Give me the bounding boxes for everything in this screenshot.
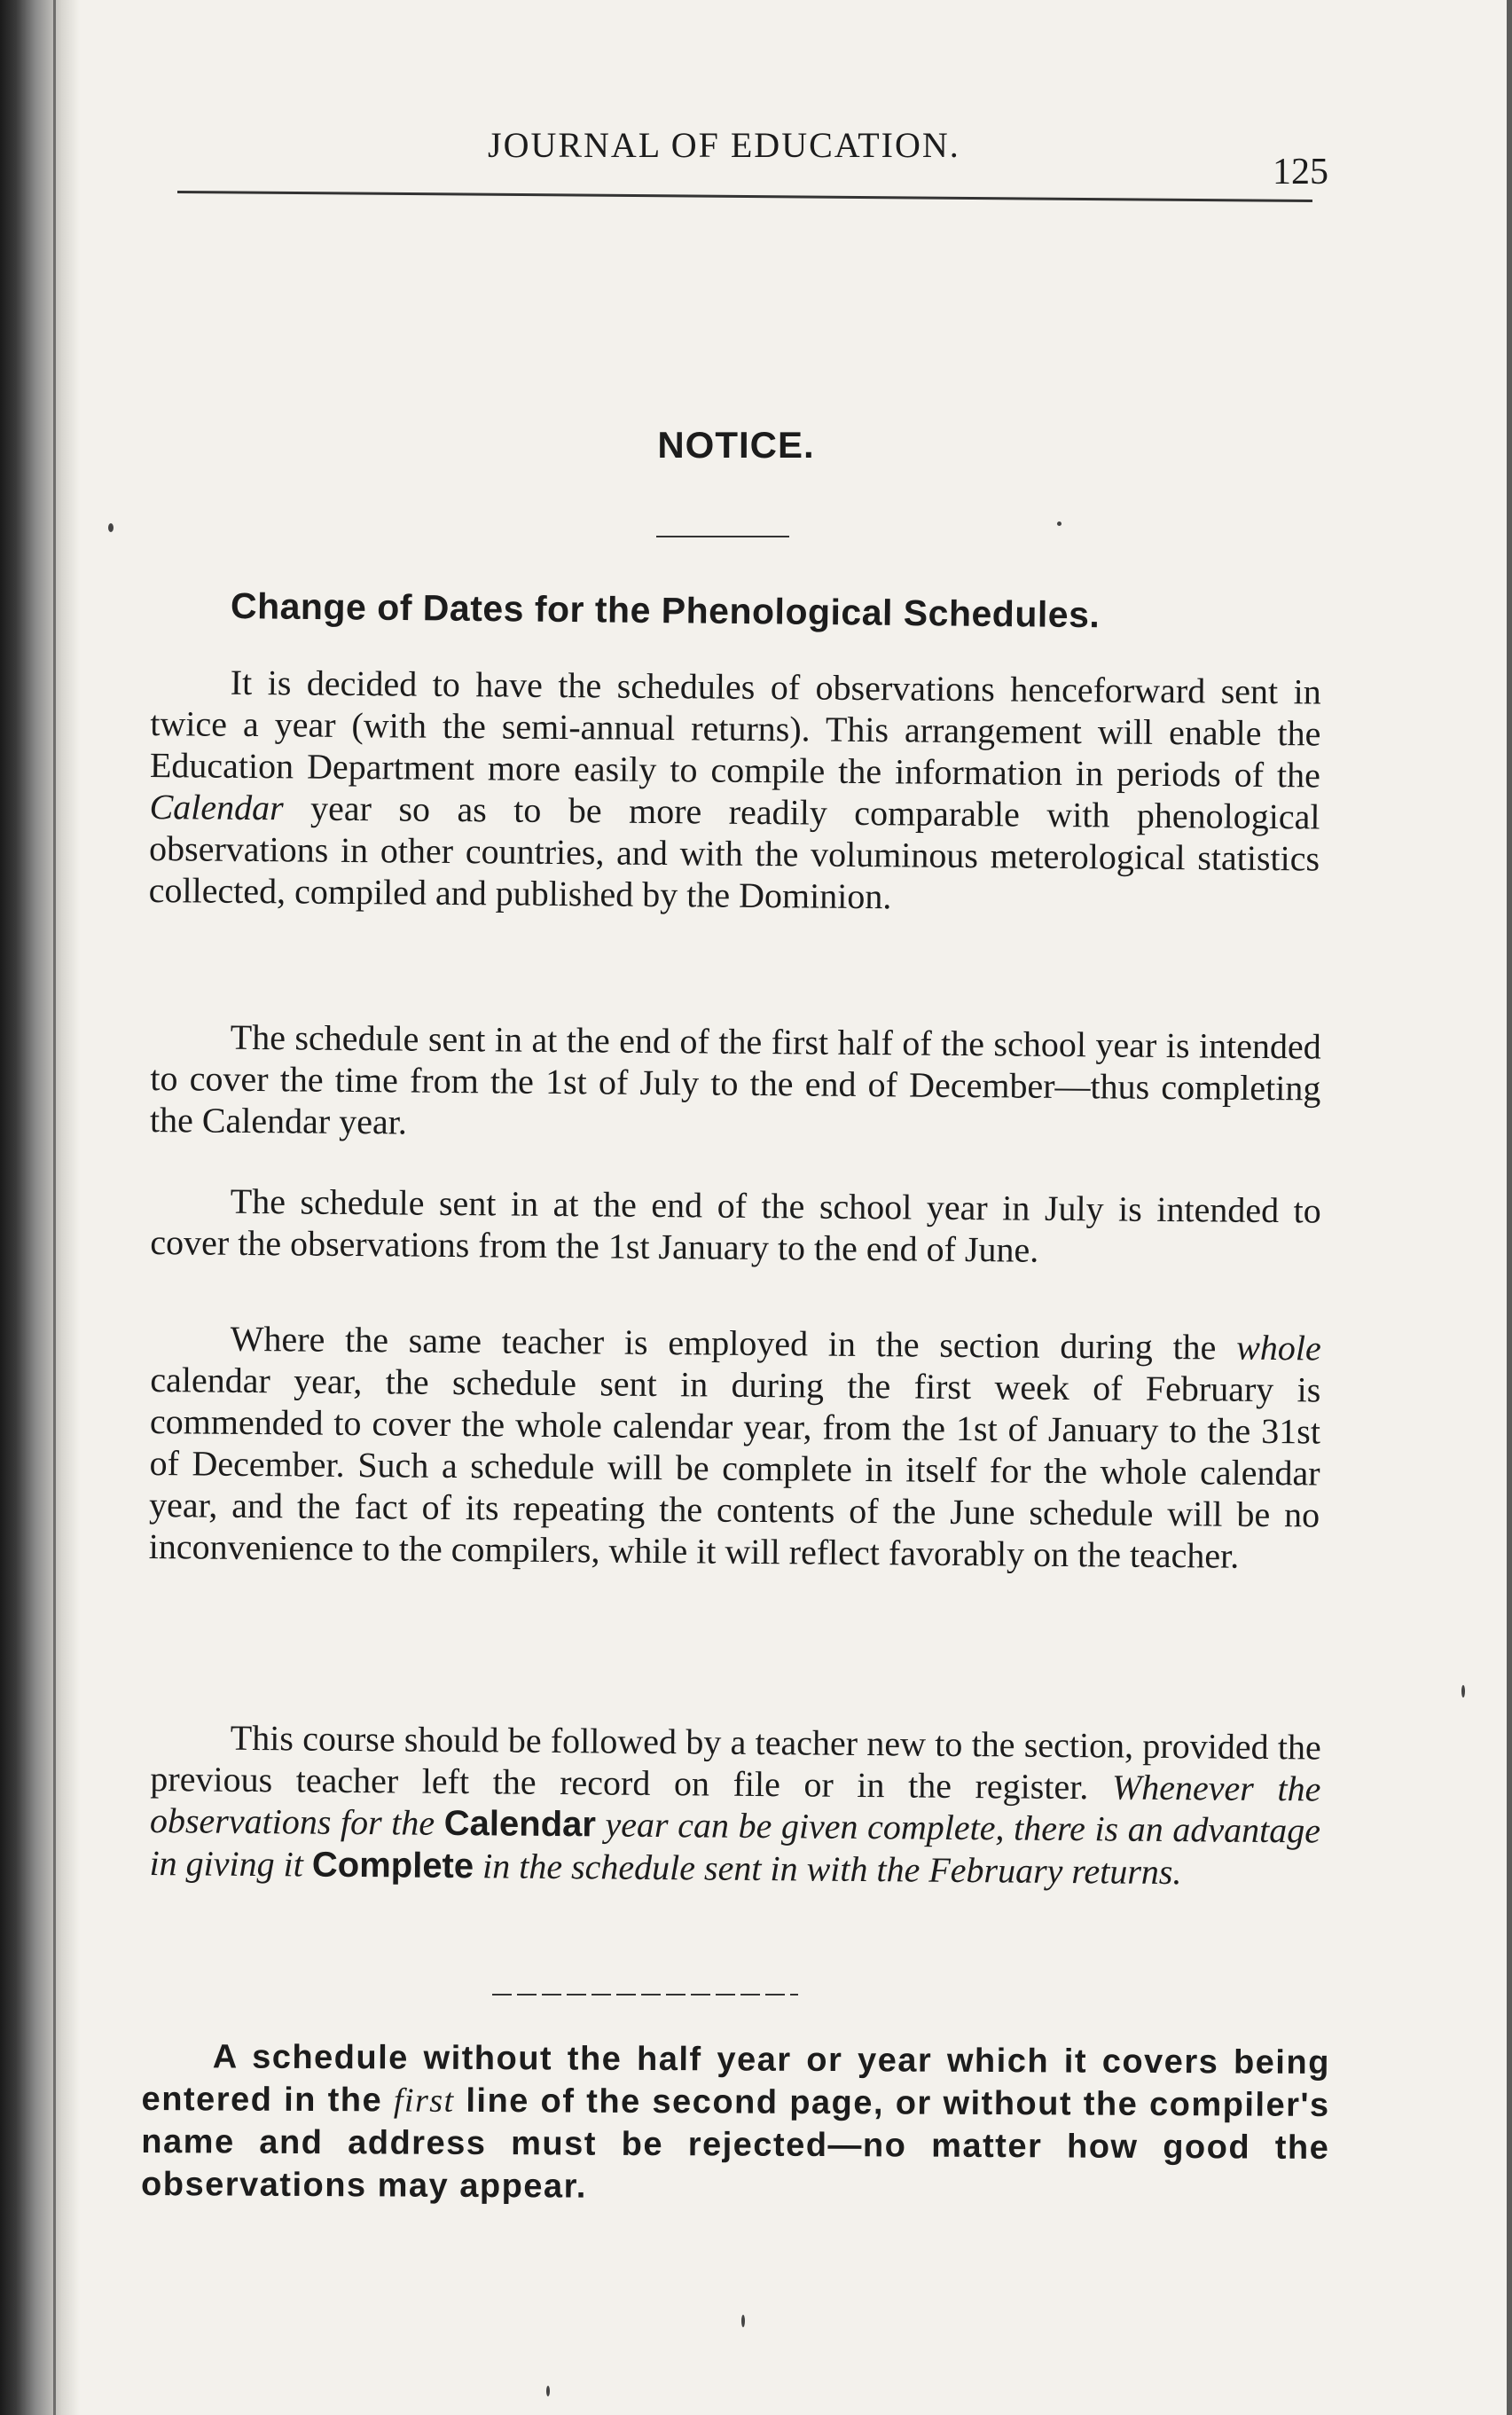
paragraph-4: [149, 1317, 1321, 1578]
paragraph-2: The schedule sent in at the end of the first half of the school year is intended to cover the time from the 1st of July to the end of December—thus completing the Calendar year.: [149, 1016, 1321, 1142]
paragraph-1: [149, 661, 1321, 921]
page-edge: [1507, 0, 1512, 2415]
print-speck: [546, 2386, 550, 2396]
final-notice-start: A schedule without the half year or year which it covers being entered in the: [141, 2038, 1330, 2120]
paragraph-4-end: calendar year, the schedule sent in during the first week of February is commended to cover the whole calendar year, from the 1st of January to the 31st of December. Such a schedule will be complete in itself for the whole calendar year, and the fact of its repeating the contents of the June schedule will be no inconvenience to the compilers, while it will reflect favorably on the teacher.: [148, 1359, 1321, 1576]
paragraph-5: [149, 1716, 1321, 1895]
notice-title: NOTICE.: [657, 424, 815, 466]
running-title: JOURNAL OF EDUCATION.: [488, 125, 960, 165]
print-speck: [108, 523, 114, 532]
header-rule: [177, 191, 1312, 202]
notice-subtitle: Change of Dates for the Phenological Schedules.: [230, 585, 1101, 636]
final-notice: [141, 2035, 1330, 2212]
print-speck: [1461, 1685, 1465, 1698]
paragraph-5-italic-1: Whenever the observations for the: [149, 1767, 1321, 1843]
paragraph-5-italic-2: year can be given complete, there is an advantage in giving it: [149, 1804, 1321, 1885]
page-number: 125: [1273, 152, 1328, 192]
paragraph-5-bold-2: Complete: [311, 1845, 474, 1886]
title-divider: [656, 536, 789, 537]
paragraph-4-italic: whole: [1236, 1327, 1321, 1368]
paragraph-1-end: year so as to be more readily comparable with phenological observations in other countries, and with the voluminous meterological statistics collected, compiled and published by the Dominion.: [148, 788, 1320, 917]
paragraph-5-bold-1: Calendar: [443, 1803, 597, 1845]
final-notice-end: line of the second page, or without the compiler's name and address must be rejected—no matter how good the observations may appear.: [141, 2082, 1330, 2206]
final-notice-italic: first: [393, 2082, 455, 2120]
binding-edge: [53, 0, 56, 2415]
print-speck: [1057, 521, 1062, 526]
paragraph-5-italic-3: in the schedule sent in with the February returns.: [482, 1846, 1182, 1893]
paragraph-5-start: This course should be followed by a teacher new to the section, provided the previous teacher left the record on file or in the register.: [150, 1717, 1321, 1807]
section-divider: [492, 1994, 798, 1996]
paragraph-1-italic: Calendar: [149, 786, 284, 828]
paragraph-4-start: Where the same teacher is employed in the section during the: [230, 1318, 1217, 1368]
binding-shadow: [0, 0, 80, 2415]
paragraph-1-text: It is decided to have the schedules of observations henceforward sent in twice a year (with the semi-annual returns). This arrangement will enable the Education Department more easily to compile the information in periods of the: [149, 662, 1321, 796]
print-speck: [741, 2315, 745, 2327]
paragraph-3: The schedule sent in at the end of the school year in July is intended to cover the observations from the 1st January to the end of June.: [150, 1180, 1321, 1270]
